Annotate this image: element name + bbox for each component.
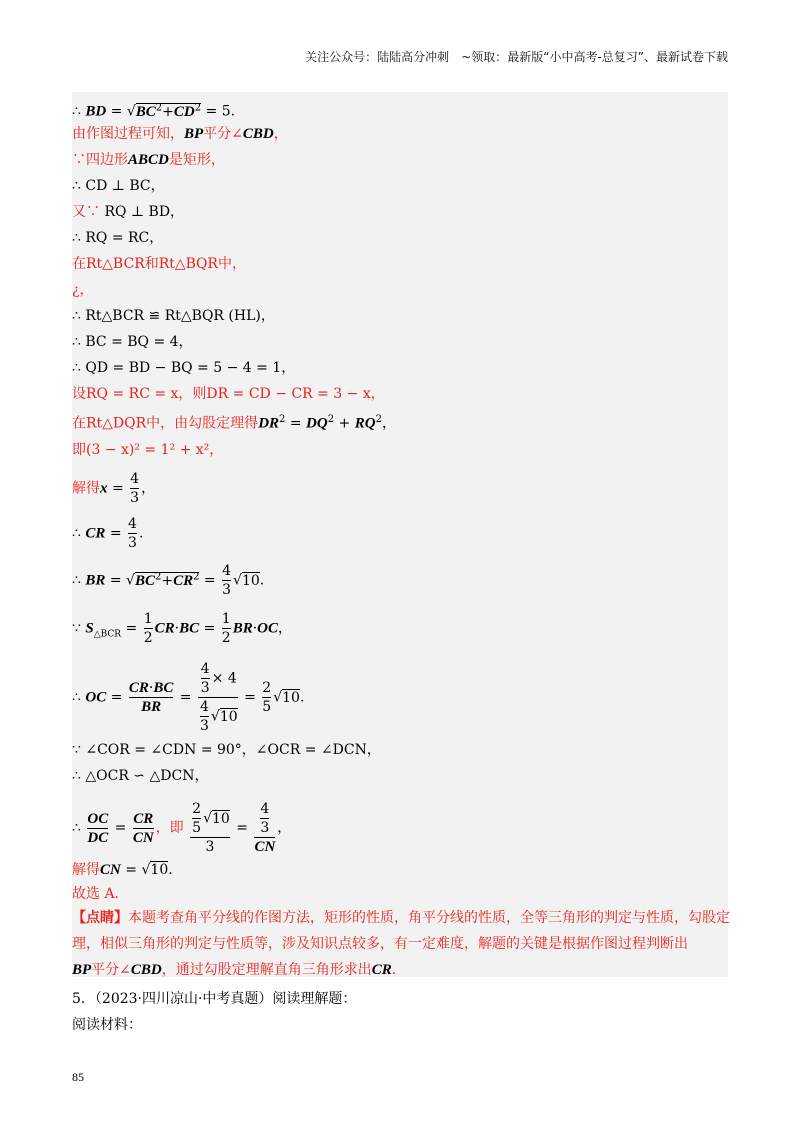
line-similar: ∴ △OCR ∽ △DCN， [72, 768, 209, 784]
line-bisector: 由作图过程可知，BP平分∠CBD， [72, 126, 288, 142]
line-area: ∵ $S_{\triangle BCR}$ = $\frac{1}{2}$ CR·BC = $\frac{1}{2}$ BR·OC， [72, 611, 293, 646]
line-placeholder: ¿， [72, 282, 94, 298]
line-rectangle: ∵四边形ABCD是矩形， [72, 152, 225, 168]
line-rq-rc: ∴ RQ = RC， [72, 230, 164, 246]
line-angles: ∵ ∠COR = ∠CDN = 90°，∠OCR = ∠DCN， [72, 742, 381, 758]
line-oc: ∴ OC = $\frac{CR\cdot BC}{BR}$ = $\frac{4}{3}$ × 4 $\frac{4}{3}$ √10 = $\frac{2}{5}$ √10. [72, 661, 305, 734]
line-bc-bq: ∴ BC = BQ = 4， [72, 334, 193, 350]
question-5-title: 5．（2023·四川凉山·中考真题）阅读理解题： [72, 991, 357, 1007]
line-equation: 即(3 − x)² = 1² + x²， [72, 442, 224, 458]
comment-label: 【点睛】 [72, 910, 128, 926]
line-let-x: 设RQ = RC = x，则DR = CD − CR = 3 − x， [72, 386, 385, 402]
line-qd: ∴ QD = BD − BQ = 5 − 4 = 1， [72, 360, 296, 376]
question-5-subtitle: 阅读材料： [72, 1017, 142, 1033]
line-bd: ∴ BD = $√BC^2+CD^2 = 5$. [72, 102, 236, 120]
line-rt-triangles: 在Rt△BCR和Rt△BQR中， [72, 256, 246, 272]
line-congruent: ∴ Rt△BCR ≌ Rt△BQR (HL)， [72, 308, 275, 324]
line-cr-value: ∴ CR = $\frac{4}{3}$ . [72, 516, 144, 551]
line-rq-perp: 又∵ RQ ⊥ BD， [72, 204, 185, 220]
line-cd-perp: ∴ CD ⊥ BC， [72, 178, 165, 194]
line-br: ∴ BR = $√BC^2+CR^2$ = $\frac{4}{3}$ √10. [72, 563, 265, 598]
line-answer: 故选 A. [72, 886, 120, 902]
page-header: 关注公众号：陆陆高分冲刺 ~领取：最新版“小中高考-总复习”、最新试卷下载 [305, 50, 728, 64]
line-solve-x: 解得x = $\frac{4}{3}$ ， [72, 471, 156, 506]
comment-block: 【点睛】本题考查角平分线的作图方法，矩形的性质，角平分线的性质，全等三角形的判定与性质，勾股定理，相似三角形的判定与性质等，涉及知识点较多，有一定难度，解题的关键是根据作图过程判断出 BP平分∠CBD，通过勾股定理解直角三角形求出CR. [72, 910, 730, 978]
line-ratio: ∴ $\frac{OC}{DC}$ = $\frac{CR}{CN}$ ，即 $\frac{2}{5}$ √10 3 = $\frac{\frac{4}{3}}{CN}$ ， [72, 801, 292, 855]
page-number: 85 [72, 1070, 84, 1084]
comment-body: 本题考查角平分线的作图方法，矩形的性质，角平分线的性质，全等三角形的判定与性质，勾股定理，相似三角形的判定与性质等，涉及知识点较多，有一定难度，解题的关键是根据作图过程判断出 [72, 910, 730, 952]
line-cn: 解得CN = √10. [72, 862, 173, 878]
line-pythagoras: 在Rt△DQR中，由勾股定理得$DR^2 = DQ^2 + RQ^2$， [72, 414, 396, 432]
